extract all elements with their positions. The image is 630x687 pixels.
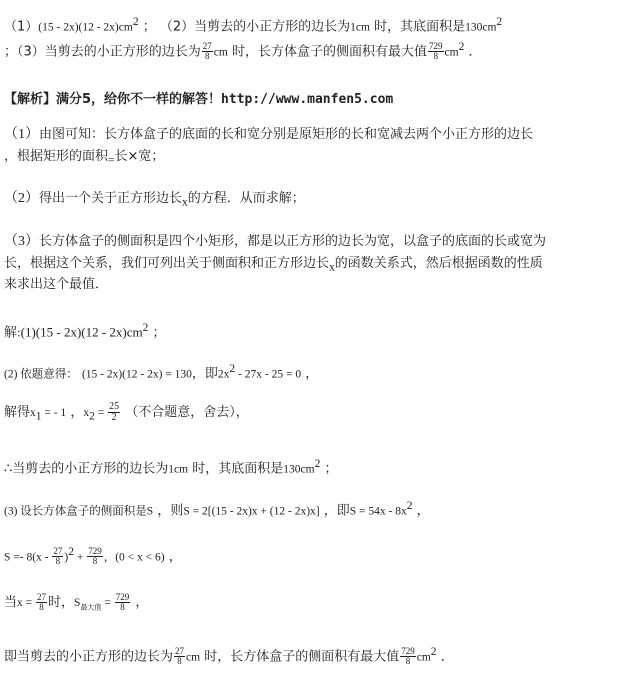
variable-x: x [182, 196, 188, 209]
numerator: 27 [53, 546, 63, 557]
separator: ； [142, 19, 156, 35]
vertex-form-c: + [73, 551, 87, 564]
analysis-2-text2: 的方程．从而求解； [187, 191, 305, 206]
exponent: 2 [142, 322, 149, 334]
solution-roots-note: （不合题意，舍去）， [125, 405, 249, 420]
header-title: 【解析】满分5，给你不一样的解答！ [4, 92, 222, 107]
subscript: 1 [35, 410, 42, 423]
numerator: 729 [115, 592, 130, 602]
answer-line-1 [4, 13, 624, 36]
fraction [400, 647, 416, 666]
analysis-3-line-2 [4, 255, 624, 277]
solution-3-equation: S = 2[(15 - 2x)x + (12 - 2x)x] [183, 505, 320, 518]
variable-x2: x [83, 407, 90, 419]
fraction [108, 402, 120, 423]
exponent: 2 [229, 363, 236, 375]
analysis-3-line-3 [4, 276, 624, 294]
vertex-form-domain: ，(0 < x < 6) [103, 551, 165, 564]
exponent: 2 [430, 646, 437, 658]
numerator: 729 [429, 41, 443, 52]
answer-part2-mid: 时，其底面积是 [374, 19, 466, 35]
answer-part1-label: （1） [4, 19, 39, 35]
separator: ， [70, 405, 84, 420]
fraction [87, 547, 103, 566]
solution-label: 解:(1) [4, 324, 36, 340]
analysis-1-line-1 [4, 126, 624, 144]
solution-2-line [4, 360, 624, 383]
period: ． [468, 44, 482, 60]
answer-part2-area: 130cm [465, 21, 497, 34]
denominator: 8 [177, 656, 182, 667]
solution-1-line [4, 319, 624, 342]
separator: ； [152, 325, 166, 341]
exponent: 2 [406, 500, 413, 512]
answer-line-2 [4, 38, 624, 61]
solution-2-eq2-b: - 27x - 25 = 0 [235, 368, 302, 381]
analysis-header [4, 91, 624, 109]
numerator: 729 [401, 646, 415, 657]
exponent: 2 [314, 458, 321, 470]
solution-3-equation-2: S = 54x - 8x [349, 505, 407, 518]
period: ． [440, 649, 454, 665]
fraction [428, 42, 444, 61]
denominator: 8 [92, 556, 98, 567]
numerator: 27 [37, 592, 47, 602]
separator: ； [324, 461, 338, 477]
solution-3-mid: ，则 [157, 503, 184, 519]
vertex-form-a: S =- 8(x - [4, 551, 52, 564]
variable-s: S [146, 505, 154, 518]
numerator: 25 [109, 401, 120, 412]
exponent: 2 [132, 16, 139, 28]
solution-2-mid: ，即 [191, 366, 218, 382]
solution-1-expr: (15 - 2x)(12 - 2x)cm [35, 324, 143, 340]
analysis-3-text2: 长，根据这个关系，我们可列出关于侧面积和正方形边长 [4, 256, 330, 271]
denominator: 8 [433, 51, 438, 62]
item-label: （3） [4, 234, 39, 249]
conclusion-area: 130cm [283, 463, 315, 476]
separator: ， [305, 366, 319, 382]
exponent: 2 [496, 16, 503, 28]
solution-vertex-line [4, 543, 624, 566]
solution-2-label: (2) 依题意得： [4, 368, 78, 381]
answer-part2-label: （2）当剪去的小正方形的边长为 [159, 19, 351, 35]
denominator: 8 [205, 51, 210, 62]
unit: cm [444, 46, 459, 59]
numerator: 27 [202, 41, 212, 52]
fraction [174, 647, 185, 666]
analysis-3-line-1 [4, 233, 624, 251]
variable-x: x [329, 261, 335, 274]
solution-3-mid2: ，即 [323, 503, 350, 519]
root-1-value: = - 1 [41, 407, 67, 419]
final-text-b: 时，长方体盒子的侧面积有最大值 [204, 649, 400, 665]
analysis-1-text: 由图可知：长方体盒子的底面的长和宽分别是原矩形的长和宽减去两个小正方形的边长 [39, 127, 534, 142]
subscript: 2 [89, 410, 95, 423]
max-x: x = [17, 597, 36, 609]
unit: cm [416, 651, 431, 664]
equals-sign: = [108, 154, 115, 167]
analysis-1-text3: 长×宽； [114, 149, 165, 164]
separator: ， [416, 503, 430, 519]
variable-x1: x [30, 407, 36, 419]
solution-2-eq2-a: 2x [217, 368, 230, 381]
answer-part3-mid: 时，长方体盒子的侧面积有最大值 [231, 44, 427, 60]
analysis-3-text4: 来求出这个最值． [4, 277, 109, 292]
analysis-2-line [4, 190, 624, 212]
equals-sign: = [94, 407, 108, 419]
final-text-a: 即当剪去的小正方形的边长为 [4, 649, 174, 665]
denominator: 2 [111, 412, 117, 423]
solution-roots-line [4, 402, 624, 426]
conclusion-mid: 时，其底面积是 [192, 461, 284, 477]
analysis-1-text2: ，根据矩形的面积 [4, 149, 109, 164]
answer-part2-value: 1cm [350, 21, 370, 34]
solution-3-label: (3) 设长方体盒子的侧面积是 [4, 505, 147, 518]
equals-sign: = [101, 597, 114, 609]
solution-roots-label: 解得 [4, 405, 31, 420]
numerator: 27 [175, 646, 185, 657]
unit: cm [213, 46, 228, 59]
solution-3-line [4, 497, 624, 520]
item-label: （2） [4, 191, 39, 206]
variable-s: S [74, 597, 81, 609]
vertex-form-b: ) [64, 551, 69, 564]
fraction [202, 42, 213, 61]
fraction [52, 547, 63, 566]
solution-2-equation: (15 - 2x)(12 - 2x) = 130 [81, 368, 192, 381]
answer-part3-label: ；（3）当剪去的小正方形的边长为 [4, 44, 201, 60]
analysis-3-text: 长方体盒子的侧面积是四个小矩形，都是以正方形的边长为宽，以盒子的底面的长或宽为 [39, 234, 547, 249]
fraction [115, 593, 131, 612]
exponent: 2 [68, 546, 74, 558]
conclusion-text: ∴当剪去的小正方形的边长为 [4, 461, 169, 477]
separator: ， [135, 595, 149, 610]
analysis-3-text3: 的函数关系式，然后根据函数的性质 [334, 256, 543, 271]
denominator: 8 [120, 602, 125, 612]
site-link[interactable]: http://www.manfen5.com [221, 92, 394, 107]
analysis-2-text: 得出一个关于正方形边长 [39, 191, 183, 206]
separator: ， [168, 549, 182, 565]
max-text-b: 时， [48, 595, 75, 610]
exponent: 2 [458, 41, 465, 53]
numerator: 729 [88, 546, 102, 557]
solution-max-line [4, 593, 624, 617]
denominator: 8 [39, 602, 44, 612]
unit: cm [186, 651, 201, 664]
denominator: 8 [55, 556, 61, 567]
item-label: （1） [4, 127, 39, 142]
analysis-1-line-2 [4, 148, 624, 170]
final-conclusion-line [4, 643, 624, 666]
answer-part1-expr: (15 - 2x)(12 - 2x)cm [38, 21, 133, 34]
denominator: 8 [405, 656, 411, 667]
solution-2-conclusion [4, 455, 624, 478]
fraction [36, 593, 47, 612]
subscript: 最大值 [80, 603, 102, 612]
max-text-a: 当 [4, 595, 18, 610]
conclusion-value: 1cm [168, 463, 189, 476]
